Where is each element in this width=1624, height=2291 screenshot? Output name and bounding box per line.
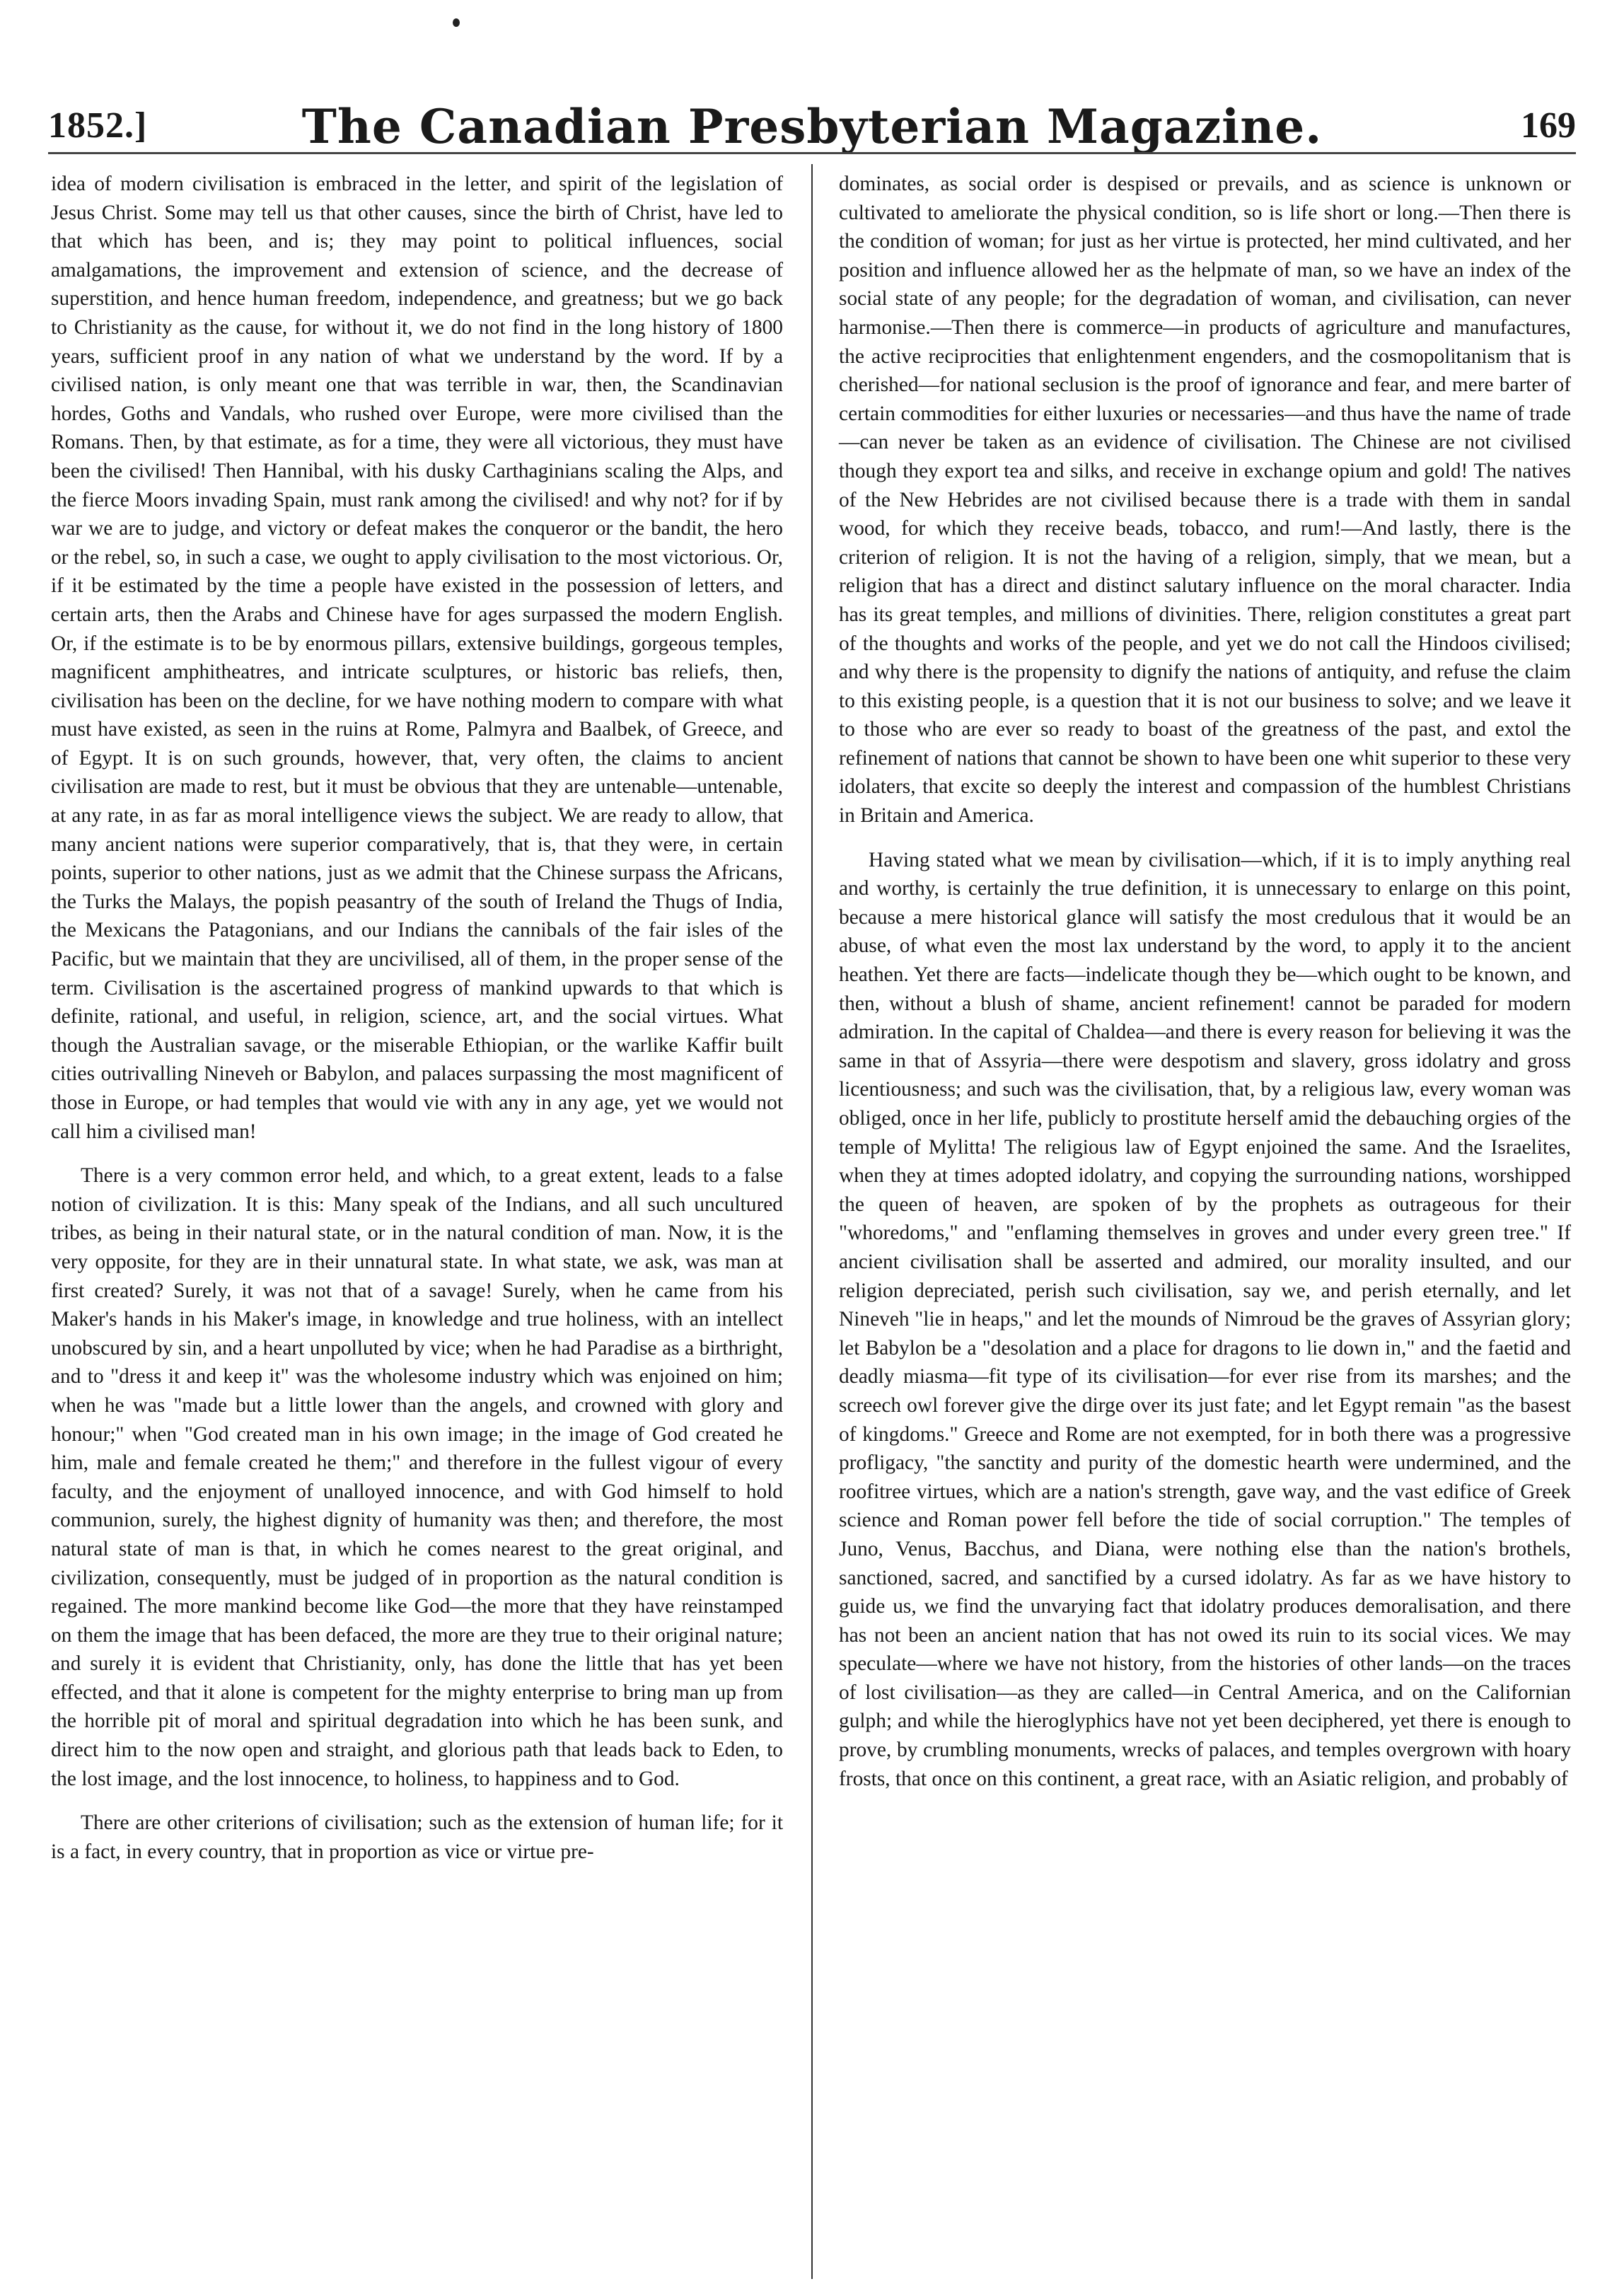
paragraph: Having stated what we mean by civilisation—which, if it is to imply anything real and worthy, is certainly the true definition, it is unnecessary to enlarge on this point, because a mere historical glance will satisfy the most credulous that it would be an abuse, of what even the most lax understand by the word, to apply it to the ancient heathen. Yet there are facts—indelicate though they be—which ought to be known, and then, without a blush of shame, ancient refinement! cannot be paraded for modern admiration. In the capital of Chaldea—and there is every reason for believing it was the same in that of Assyria—there were despotism and slavery, gross idolatry and gross licentiousness; and such was the civilisation, that, by a religious law, every woman was obliged, once in her life, publicly to prostitute herself amid the debauching orgies of the temple of Mylitta! The religious law of Egypt enjoined the same. And the Israelites, when they at times adopted idolatry, and copying the surrounding nations, worshipped the queen of heaven, are spoken of by the prophets as outrageous for their "whoredoms," and "enflaming themselves in groves and under every green tree." If ancient civilisation shall be asserted and admired, our morality insulted, and our religion depreciated, perish such civilisation, say we, and perish eternally, and let Nineveh "lie in heaps," and let the mounds of Nimroud be the graves of Assyrian glory; let Babylon be a "desolation and a place for dragons to lie down in," and the faetid and deadly miasma—fit type of its civilisation—for ever rise from its marshes; and the screech owl forever give the dirge over its just fate; and let Egypt remain "as the basest of kingdoms." Greece and Rome are not exempted, for in both there was a progressive profligacy, "the sanctity and purity of the domestic hearth were undermined, and the roofitree virtues, which are a nation's strength, gave way, and the vast edifice of Greek science and Roman power fell before the tide of social corruption." The temples of Juno, Venus, Bacchus, and Diana, were nothing else than the nation's brothels, sanctioned, sacred, and sanctified by a cursed idolatry. As far as we have history to guide us, we find the unvarying fact that idolatry produces demoralisation, and there has not been an ancient nation that has not owed its ruin to its social vices. We may speculate—where we have not history, from the histories of other lands—on the traces of lost civilisation—as they are called—in Central America, and on the Californian gulph; and while the hieroglyphics have not yet been deciphered, yet there is enough to prove, by crumbling monuments, wrecks of palaces, and temples overgrown with hoary frosts, that once on this continent, a great race, with an Asiatic religion, and probably of (839, 848, 1571, 1790)
running-header (48, 99, 1576, 156)
header-year: 1852.] (48, 105, 148, 146)
paragraph: There are other criterions of civilisation; such as the extension of human life; for it is a fact, in every country, that in proportion as vice or virtue pre- (51, 1811, 783, 1863)
header-rule (48, 152, 1576, 154)
paragraph: dominates, as social order is despised or prevails, and as science is unknown or cultivated to ameliorate the physical condition, so is life short or long.—Then there is the condition of woman; for just as her virtue is protected, her mind cultivated, and her position and influence allowed her as the helpmate of man, so we have an index of the social state of any people; for the degradation of woman, and civilisation, can never harmonise.—Then there is commerce—in products of agriculture and manufactures, the active reciprocities that enlightenment engenders, and the cosmopolitanism that is cherished—for national seclusion is the proof of ignorance and fear, and mere barter of certain commodities for either luxuries or necessaries—and thus have the name of trade—can never be taken as an evidence of civilisation. The Chinese are not civilised though they export tea and silks, and receive in exchange opium and gold! The natives of the New Hebrides are not civilised because there is a trade with them in sandal wood, for which they receive beads, tobacco, and rum!—And lastly, there is the criterion of religion. It is not the having of a religion, simply, that we mean, but a religion that has a direct and distinct salutary influence on the moral character. India has its great temples, and millions of divinities. There, religion constitutes a great part of the thoughts and works of the people, and yet we do not call the Hindoos civilised; and why there is the propensity to dignify the nations of antiquity, and refuse the claim to this existing people, is a question that it is not our business to solve; and we leave it to those who are ever so ready to boast of the greatness of the past, and extol the refinement of nations that cannot be shown to have been one whit superior to these very idolaters, that excite so deeply the interest and compassion of the humblest Christians in Britain and America. (839, 173, 1571, 828)
left-column (51, 170, 783, 1881)
ink-speck (453, 18, 460, 27)
right-column (839, 170, 1571, 1809)
paragraph: idea of modern civilisation is embraced in the letter, and spirit of the legislation of Jesus Christ. Some may tell us that other causes, since the birth of Christ, have led to that which has been, and is; they may point to political influences, social amalgamations, the improvement and extension of science, and the decrease of superstition, and hence human freedom, independence, and greatness; but we go back to Christianity as the cause, for without it, we do not find in the long history of 1800 years, sufficient proof in any nation of what we understand by the word. If by a civilised nation, is only meant one that was terrible in war, then, the Scandinavian hordes, Goths and Vandals, who rushed over Europe, were more civilised than the Romans. Then, by that estimate, as for a time, they were all victorious, they must have been the civilised! Then Hannibal, with his dusky Carthaginians scaling the Alps, and the fierce Moors invading Spain, must rank among the civilised! and why not? for if by war we are to judge, and victory or defeat makes the conqueror or the bandit, the hero or the rebel, so, in such a case, we ought to apply civilisation to the most victorious. Or, if it be estimated by the time a people have existed in the possession of letters, and certain arts, then the Arabs and Chinese have for ages surpassed the modern English. Or, if the estimate is to be by enormous pillars, extensive buildings, gorgeous temples, magnificent amphitheatres, and intricate sculptures, or historic bas reliefs, then, civilisation has been on the decline, for we have nothing modern to compare with what must have existed, as seen in the ruins at Rome, Palmyra and Baalbek, of Greece, and of Egypt. It is on such grounds, however, that, very often, the claims to ancient civilisation are made to rest, but it must be obvious that they are untenable—untenable, at any rate, in as far as moral intelligence views the subject. We are ready to allow, that many ancient nations were superior comparatively, that is, that they were, in certain points, superior to other nations, just as we admit that the Chinese surpass the Africans, the Turks the Malays, the popish peasantry of the south of Ireland the Thugs of India, the Mexicans the Patagonians, and our Indians the cannibals of the fair isles of the Pacific, but we maintain that they are uncivilised, all of them, in the proper sense of the term. Civilisation is the ascertained progress of mankind upwards to that which is definite, rational, and useful, in religion, science, art, and the social virtues. What though the Australian savage, or the miserable Ethiopian, or the warlike Kaffir built cities outrivalling Nineveh or Babylon, and palaces surpassing the most magnificent of those in Europe, or had temples that would vie with any in any age, yet we would not call him a civilised man! (51, 173, 783, 1143)
page-number: 169 (1521, 105, 1576, 146)
paragraph: There is a very common error held, and which, to a great extent, leads to a false notion of civilization. It is this: Many speak of the Indians, and all such uncultured tribes, as being in their natural state, or in the natural condition of man. Now, it is the very opposite, for they are in their unnatural state. In what state, we ask, was man at first created? Surely, it was not that of a savage! Surely, when he came from his Maker's hands in his Maker's image, in knowledge and true holiness, with an intellect unobscured by sin, and a heart unpolluted by vice; when he had Paradise as a birthright, and to "dress it and keep it" was the wholesome industry which was enjoined on him; when he was "made but a little lower than the angels, and crowned with glory and honour;" when "God created man in his own image; in the image of God created he him, male and female created he them;" and therefore in the fullest vigour of every faculty, and the enjoyment of unalloyed innocence, and with God himself to hold communion, surely, the highest dignity of humanity was then; and therefore, the most natural state of man is that, in which he comes nearest to the great original, and civilization, consequently, must be judged of in proportion as the natural condition is regained. The more mankind become like God—the more that they have reinstamped on them the image that has been defaced, the more are they true to their original nature; and surely it is evident that Christianity, only, has done the little that has yet been effected, and that it alone is competent for the mighty enterprise to bring man up from the horrible pit of moral and spiritual degradation into which he has been sunk, and direct him to the now open and straight, and glorious path that leads back to Eden, to the lost image, and the lost innocence, to holiness, to happiness and to God. (51, 1164, 783, 1790)
column-divider (811, 164, 813, 2279)
header-title: The Canadian Presbyterian Magazine. (301, 99, 1323, 154)
